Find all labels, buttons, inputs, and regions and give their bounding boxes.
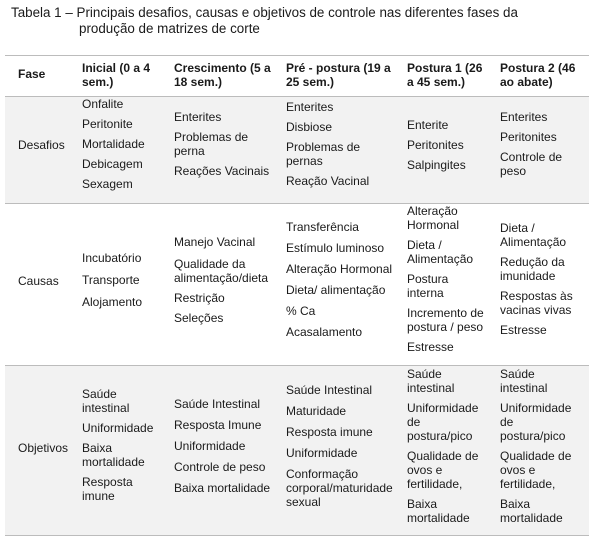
header-inicial: Inicial (0 a 4 sem.) [82,61,151,89]
list-item: Qualidade de [407,449,479,463]
list-item: Reação Vacinal [286,174,370,188]
list-item: Acasalamento [286,325,363,339]
list-item: corporal/maturidade [286,481,393,495]
row-divider-2 [5,365,589,366]
causas-pre-postura [286,220,392,345]
list-item: Reações Vacinais [174,164,270,178]
list-item: interna [407,286,444,300]
list-item: mortalidade [82,455,145,469]
desafios-postura-2 [500,110,562,184]
list-item: Qualidade da [174,257,246,271]
list-item: % Ca [286,304,316,318]
list-item: perna [174,144,205,158]
table-bottom-rule [5,535,589,536]
list-item: Uniformidade [407,401,479,415]
list-item: Resposta [82,475,133,489]
list-item: Manejo Vacinal [174,235,256,249]
list-item: Baixa [82,441,113,455]
objetivos-pre-postura [286,383,393,509]
list-item: Resposta imune [286,425,373,439]
list-item: Dieta/ alimentação [286,283,386,297]
list-item: Dieta / [500,221,535,235]
list-item: ovos e [407,463,443,477]
list-item: Incremento de [407,306,484,320]
list-item: mortalidade [407,511,470,525]
desafios-crescimento [174,110,269,184]
list-item: Estresse [500,323,547,337]
desafios-postura-1 [407,118,466,178]
list-item: Alteração Hormonal [286,262,393,276]
list-item: alimentação/dieta [174,271,269,285]
list-item: Alimentação [407,252,474,266]
list-item: Enterite [407,118,449,132]
list-item: Enterites [174,110,222,124]
list-item: intestinal [500,381,548,395]
desafios-pre-postura [286,100,369,194]
header-postura-1: Postura 1 (26 a 45 sem.) [407,61,483,89]
header-postura-2: Postura 2 (46 ao abate) [500,61,576,89]
list-item: Redução da [500,255,565,269]
list-item: Peritonites [407,138,464,152]
list-item: Baixa [407,497,438,511]
list-item: Saúde Intestinal [174,397,261,411]
desafios-inicial [82,97,145,197]
caption-line-2: produção de matrizes de corte [79,21,260,36]
list-item: Restrição [174,291,225,305]
list-item: intestinal [82,401,130,415]
list-item: Uniformidade [286,446,358,460]
list-item: Enterites [286,100,334,114]
table-caption [11,5,591,37]
header-crescimento: Crescimento (5 a 18 sem.) [174,61,271,89]
row-label-causas: Causas [18,274,59,288]
objetivos-postura-2 [500,367,571,531]
list-item: ovos e [500,463,536,477]
list-item: Saúde [407,367,442,381]
header-pre-postura: Pré - postura (19 a 25 sem.) [286,61,391,89]
list-item: Alojamento [82,295,143,309]
list-item: Disbiose [286,120,333,134]
list-item: fertilidade, [500,477,556,491]
list-item: fertilidade, [407,477,463,491]
list-item: Resposta Imune [174,418,262,432]
list-item: Controle de peso [174,460,266,474]
list-item: Seleções [174,311,224,325]
list-item: Incubatório [82,251,142,265]
list-item: mortalidade [500,511,563,525]
list-item: de [500,415,514,429]
list-item: Qualidade de [500,449,572,463]
list-item: Alimentação [500,235,567,249]
list-item: peso [500,164,527,178]
list-item: Baixa mortalidade [174,481,271,495]
list-item: Maturidade [286,404,347,418]
list-item: postura / peso [407,320,484,334]
list-item: Mortalidade [82,137,145,151]
list-item: Sexagem [82,177,133,191]
causas-postura-1 [407,204,484,360]
causas-postura-2 [500,221,573,343]
list-item: Hormonal [407,218,460,232]
list-item: Uniformidade [174,439,246,453]
objetivos-postura-1 [407,367,478,531]
list-item: Debicagem [82,157,143,171]
list-item: postura/pico [407,429,473,443]
list-item: postura/pico [500,429,566,443]
list-item: Estímulo luminoso [286,241,385,255]
list-item: Salpingites [407,158,466,172]
list-item: Onfalite [82,97,124,111]
list-item: Postura [407,272,449,286]
row-label-desafios: Desafios [18,138,65,152]
list-item: Controle de [500,150,563,164]
list-item: Problemas de [286,140,361,154]
causas-inicial [82,251,142,315]
list-item: sexual [286,495,321,509]
list-item: Peritonite [82,117,133,131]
list-item: imunidade [500,269,556,283]
list-item: Transporte [82,273,140,287]
list-item: imune [82,489,115,503]
list-item: Respostas às [500,289,573,303]
list-item: vacinas vivas [500,303,572,317]
objetivos-crescimento [174,397,270,501]
list-item: Uniformidade [82,421,154,435]
list-item: Alteração [407,204,458,218]
row-label-objetivos: Objetivos [18,441,69,455]
header-fase: Fase [18,67,46,81]
list-item: Estresse [407,340,454,354]
list-item: intestinal [407,381,455,395]
list-item: Uniformidade [500,401,572,415]
list-item: Transferência [286,220,359,234]
list-item: pernas [286,154,323,168]
list-item: Saúde Intestinal [286,383,373,397]
list-item: de [407,415,421,429]
list-item: Saúde [500,367,535,381]
list-item: Baixa [500,497,531,511]
objetivos-inicial [82,387,153,509]
caption-line-1: Tabela 1 – Principais desafios, causas e objetivos de controle nas diferentes fases da [11,5,518,20]
list-item: Dieta / [407,238,442,252]
list-item: Conformação [286,467,359,481]
list-item: Peritonites [500,130,557,144]
row-divider-1 [5,203,589,204]
list-item: Enterites [500,110,548,124]
causas-crescimento [174,235,268,331]
table-top-rule [5,55,589,56]
list-item: Problemas de [174,130,249,144]
list-item: Saúde [82,387,117,401]
